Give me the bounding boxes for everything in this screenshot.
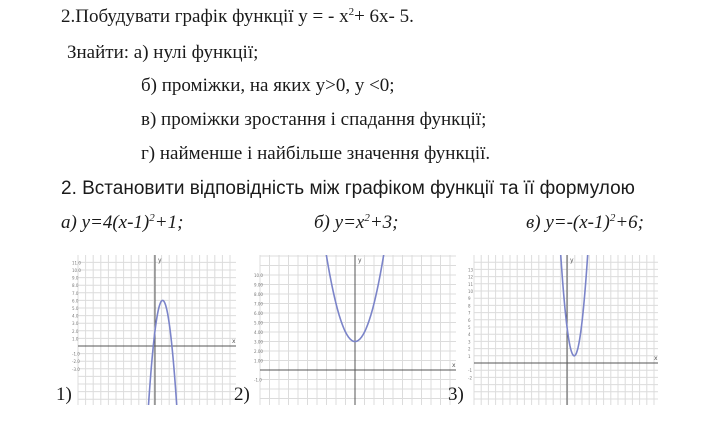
y-tick-label: 7.00 [254, 301, 263, 307]
x-axis-label: x [654, 355, 658, 362]
y-tick-label: 8.00 [254, 292, 263, 297]
formula-b [314, 212, 398, 234]
formula-a-exp: 2 [149, 212, 155, 224]
formula-b-pre: б) y=x [314, 212, 365, 233]
find-item-a: Знайти: а) нулі функції; [67, 42, 259, 63]
formula-a [61, 212, 183, 234]
y-tick-label: 13 [468, 267, 474, 273]
y-tick-label: -2 [468, 375, 472, 381]
y-tick-label: 6 [468, 317, 471, 323]
graph-1 [70, 255, 240, 405]
y-tick-label: 2 [468, 346, 471, 352]
y-tick-label: 11.0 [72, 260, 81, 266]
y-tick-label: 5.0 [72, 306, 79, 311]
y-tick-label: 8 [468, 303, 471, 309]
y-tick-label: -1.0 [254, 377, 262, 383]
y-tick-label: 10.0 [72, 268, 81, 273]
y-tick-label: 5.00 [254, 320, 263, 326]
y-tick-label: 1.00 [254, 358, 263, 364]
y-tick-label: 6.0 [72, 298, 79, 304]
formula-c-post: +6; [615, 212, 644, 233]
formula-a-post: +1; [154, 212, 184, 233]
y-tick-label: -1.0 [72, 351, 80, 357]
y-tick-label: 6.00 [254, 311, 263, 316]
y-axis-label: y [358, 257, 362, 264]
formula-a-pre: а) y=4(x-1) [61, 212, 150, 233]
graph-1-number: 1) [56, 384, 72, 405]
task2b-title: 2. Встановити відповідність між графіком функції та її формулою [61, 178, 635, 199]
find-item-c: в) проміжки зростання і спадання функції; [141, 109, 487, 130]
y-tick-label: 3.0 [72, 321, 79, 327]
formula-b-exp: 2 [364, 212, 370, 224]
y-tick-label: -3.0 [72, 366, 80, 372]
y-tick-label: 7 [468, 310, 471, 316]
y-tick-label: 9 [468, 296, 471, 302]
y-axis-label: y [570, 257, 574, 264]
y-tick-label: -2.0 [72, 359, 80, 365]
y-tick-label: 1 [468, 353, 471, 359]
formula-b-post: +3; [369, 212, 399, 233]
find-item-d: г) найменше і найбільше значення функції. [141, 143, 491, 164]
formula-c-exp: 2 [609, 212, 616, 224]
graph-2 [252, 255, 464, 405]
y-tick-label: 2.0 [72, 328, 79, 334]
y-tick-label: 9.00 [254, 282, 263, 288]
graph-3 [466, 255, 666, 405]
task2-title-suffix: + 6x- 5. [354, 6, 414, 27]
x-axis-label: x [452, 362, 456, 369]
y-tick-label: 5 [468, 325, 471, 330]
graph-3-number: 3) [448, 384, 464, 405]
y-axis-label: y [158, 257, 162, 264]
function-curve [260, 255, 456, 342]
y-tick-label: 3.00 [254, 339, 263, 345]
y-tick-label: 4.00 [254, 330, 263, 335]
task2-title-prefix: 2.Побудувати графік функції y = - x [61, 6, 349, 27]
formula-c-pre: в) y=-(x-1) [526, 212, 610, 233]
y-tick-label: -1 [468, 368, 472, 374]
y-tick-label: 7.0 [72, 290, 79, 296]
y-tick-label: 11 [468, 281, 474, 287]
y-tick-label: 2.00 [254, 349, 263, 354]
formula-c [526, 212, 644, 234]
y-tick-label: 1.0 [72, 336, 79, 342]
graph-2-number: 2) [234, 384, 250, 405]
y-tick-label: 4 [468, 332, 471, 338]
y-tick-label: 9.0 [72, 275, 79, 281]
y-tick-label: 12 [468, 274, 474, 280]
x-axis-label: x [232, 338, 236, 345]
y-tick-label: 8.0 [72, 283, 79, 289]
find-item-b: б) проміжки, на яких y>0, y <0; [141, 75, 395, 96]
task2-title-exponent: 2 [348, 6, 355, 18]
y-tick-label: 10 [468, 289, 474, 294]
y-tick-label: 10.0 [254, 273, 263, 278]
y-tick-label: 4.0 [72, 313, 79, 319]
y-tick-label: 3 [468, 339, 471, 345]
task2-title [61, 6, 414, 28]
